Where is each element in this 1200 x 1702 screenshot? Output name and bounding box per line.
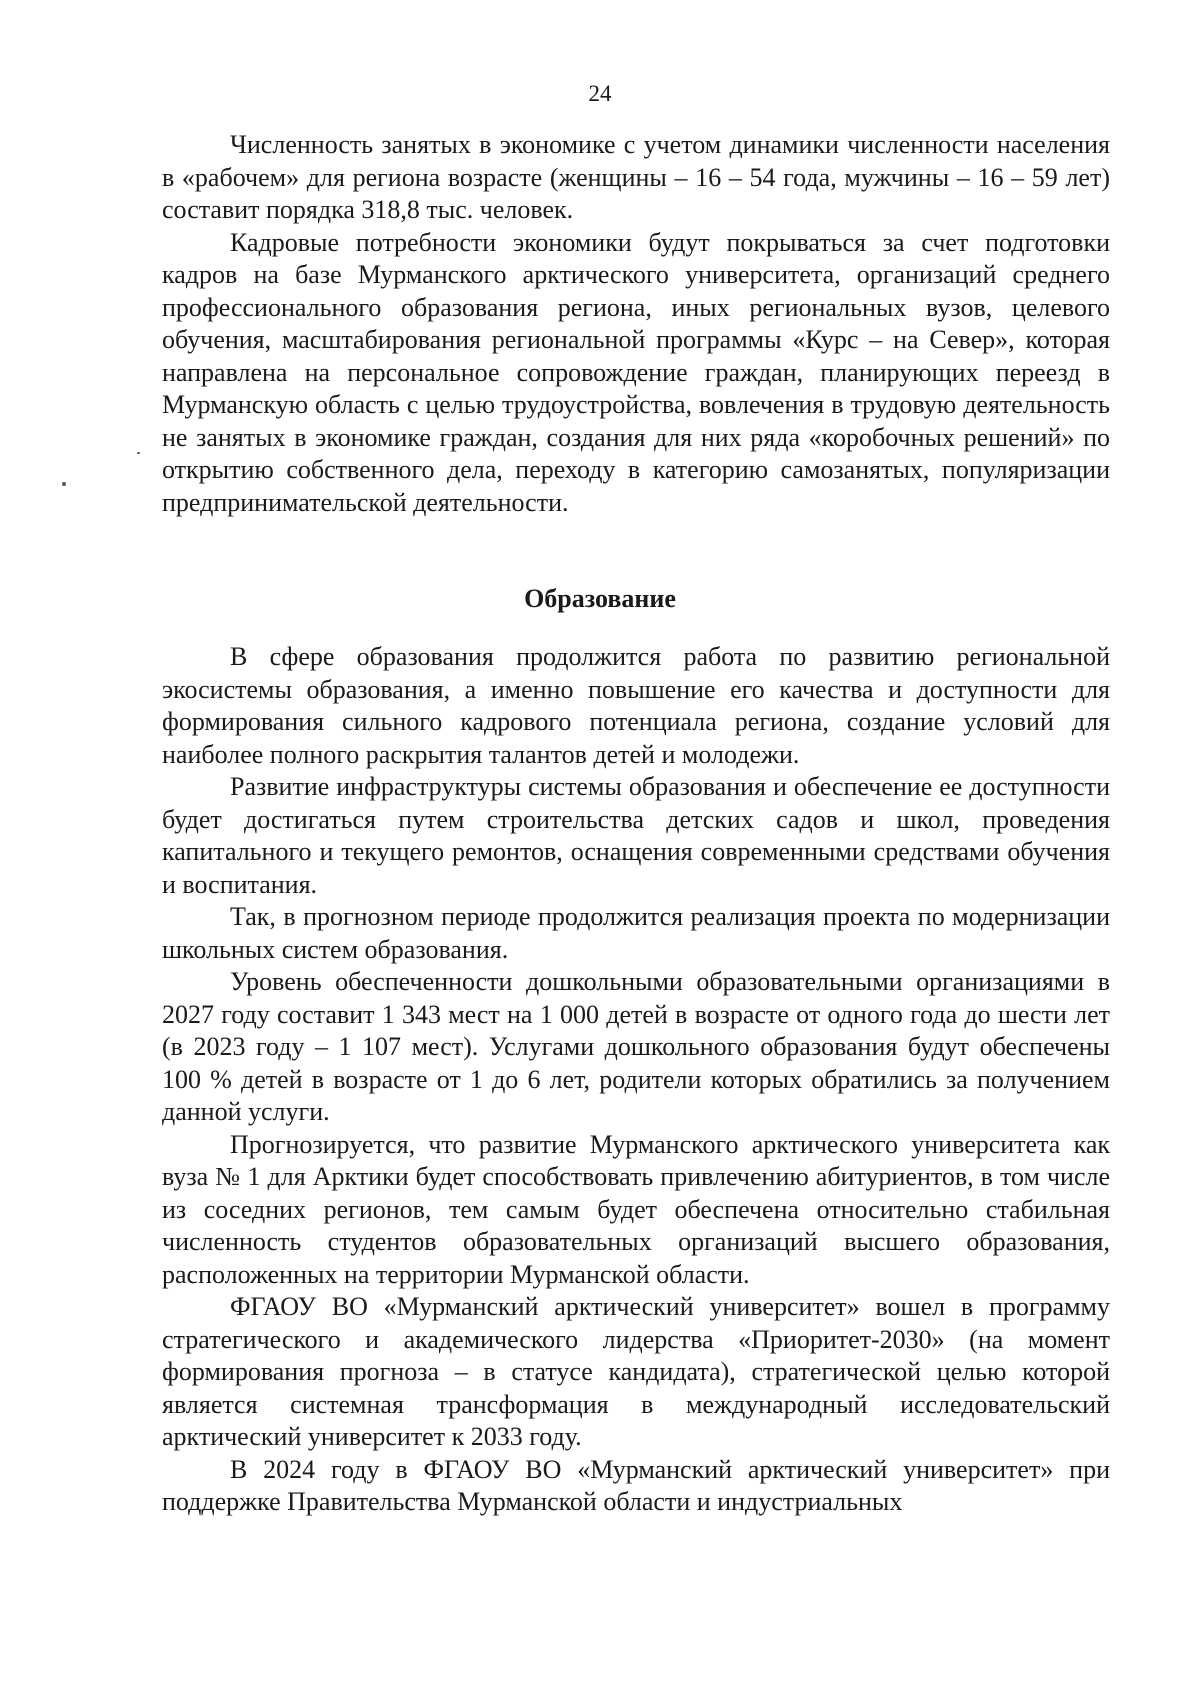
paragraph-staffing-needs: Кадровые потребности экономики будут покрываться за счет подготовки кадров на базе Мурманского арктического университета, организаций среднего профессионального образования региона, иных региональных вузов, целевого обучения, масштабирования региональной программы «Курс – на Север», которая направлена на персональное сопровождение граждан, планирующих переезд в Мурманскую область с целью трудоустройства, вовлечения в трудовую деятельность не занятых в экономике граждан, создания для них ряда «коробочных решений» по открытию собственного дела, переходу в категорию самозанятых, популяризации предпринимательской деятельности. [162,227,1110,517]
scan-speck [137,452,140,454]
paragraph-education-ecosystem: В сфере образования продолжится работа по развитию региональной экосистемы образования, а именно повышение его качества и доступности для формирования сильного кадрового потенциала региона, создание условий для наиболее полного раскрытия талантов детей и молодежи. [162,642,1110,769]
paragraph-employment: Численность занятых в экономике с учетом динамики численности населения в «рабочем» для региона возрасте (женщины – 16 – 54 года, мужчины – 16 – 59 лет) составит порядка 318,8 тыс. человек. [162,130,1110,224]
paragraph-arctic-university: Прогнозируется, что развитие Мурманского арктического университета как вуза № 1 для Арктики будет способствовать привлечению абитуриентов, в том числе из соседних регионов, тем самым будет обеспечена относительно стабильная численность студентов образовательных организаций высшего образования, расположенных на территории Мурманской области. [162,1129,1110,1289]
page-number: 24 [588,81,612,106]
paragraph-infrastructure: Развитие инфраструктуры системы образования и обеспечение ее доступности будет достигаться путем строительства детских садов и школ, проведения капитального и текущего ремонтов, оснащения современными средствами обучения и воспитания. [162,772,1110,899]
scan-speck [62,482,66,486]
paragraph-preschool-provision: Уровень обеспеченности дошкольными образовательными организациями в 2027 году составит 1 343 мест на 1 000 детей в возрасте от одного года до шести лет (в 2023 году – 1 107 мест). Услугами дошкольного образования будут обеспечены 100 % детей в возрасте от 1 до 6 лет, родители которых обратились за получением данной услуги. [162,967,1110,1126]
education-text-block [162,641,1110,1519]
intro-text-block [162,129,1110,519]
paragraph-2024-university: В 2024 году в ФГАОУ ВО «Мурманский арктический университет» при поддержке Правительства Мурманской области и индустриальных [162,1454,1110,1516]
paragraph-priority-2030: ФГАОУ ВО «Мурманский арктический университет» вошел в программу стратегического и академического лидерства «Приоритет-2030» (на момент формирования прогноза – в статусе кандидата), стратегической целью которой является системная трансформация в международный исследовательский арктический университет к 2033 году. [162,1292,1110,1451]
section-heading-education: Образование [524,584,676,613]
paragraph-school-modernization: Так, в прогнозном периоде продолжится реализация проекта по модернизации школьных систем образования. [162,902,1110,964]
